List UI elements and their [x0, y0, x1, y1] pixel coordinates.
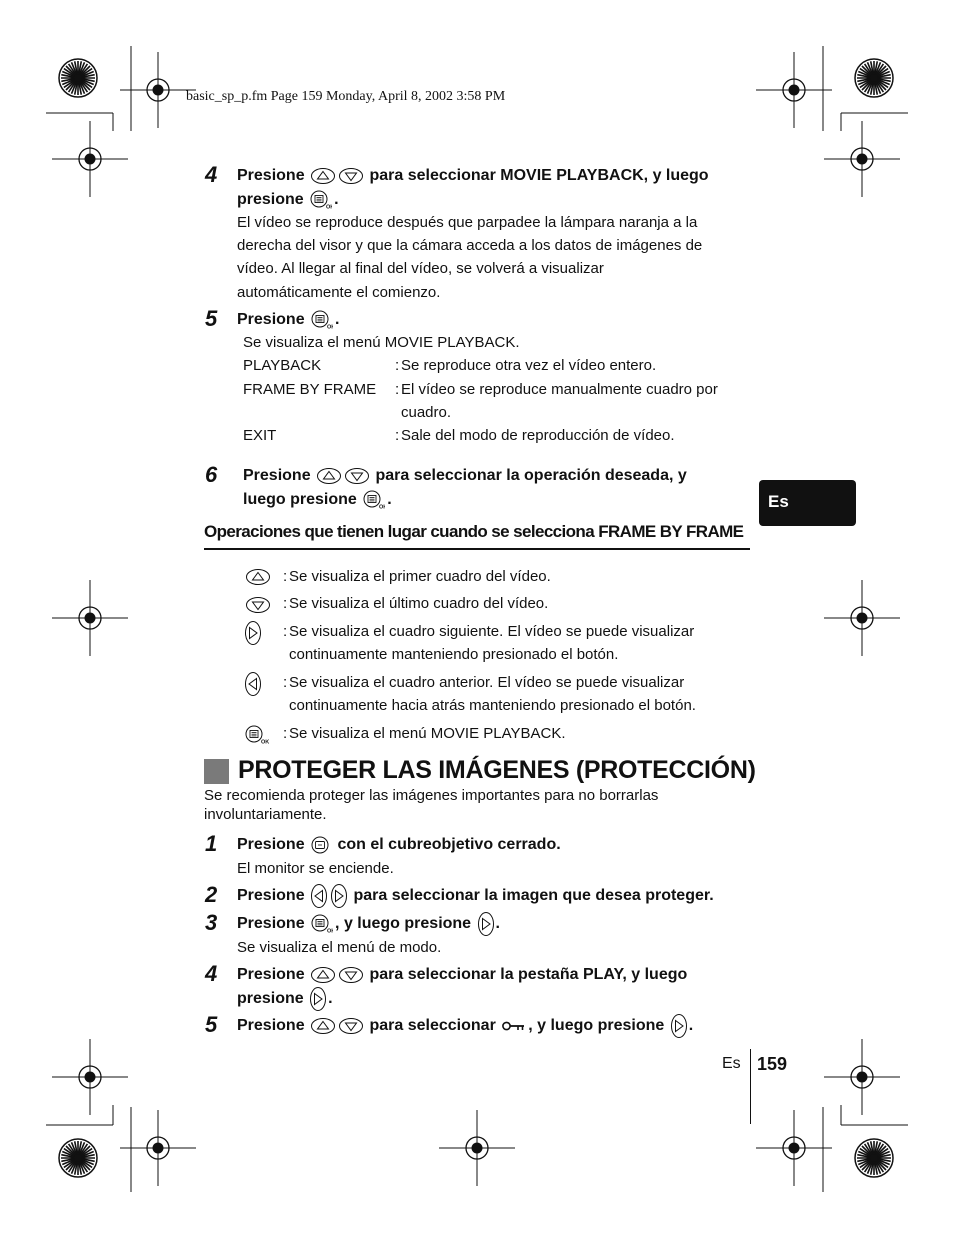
step-number: 2 [205, 882, 218, 907]
right-arrow-icon [478, 912, 494, 936]
footer-divider [750, 1049, 751, 1124]
list-sep: : [283, 595, 288, 612]
section-intro: involuntariamente. [204, 806, 327, 823]
table-desc: El vídeo se reproduce manualmente cuadro por [401, 381, 718, 398]
list-desc: Se visualiza el último cuadro del vídeo. [289, 595, 549, 612]
section-intro: Se recomienda proteger las imágenes importantes para no borrarlas [204, 787, 659, 804]
file-header: basic_sp_p.fm Page 159 Monday, April 8, 2002 3:58 PM [186, 89, 506, 104]
step-instruction: Presione para seleccionar la imagen que desea proteger. [237, 884, 714, 908]
right-arrow-icon [310, 987, 326, 1011]
table-term: EXIT [243, 427, 277, 444]
table-term: FRAME BY FRAME [243, 381, 377, 398]
ok-menu-icon [311, 310, 333, 330]
down-arrow-icon [339, 966, 363, 984]
body-line: derecha del visor y que la cámara acceda a los datos de imágenes de [237, 237, 703, 254]
body-line: automáticamente el comienzo. [237, 284, 441, 301]
down-arrow-icon [246, 596, 270, 614]
list-desc: Se visualiza el cuadro siguiente. El vídeo se puede visualizar [289, 623, 695, 640]
step-instruction: Presione para seleccionar la operación deseada, y [243, 467, 687, 484]
body-line: El monitor se enciende. [237, 860, 394, 877]
table-sep: : [395, 381, 400, 398]
right-arrow-icon [331, 884, 347, 908]
step-number: 1 [205, 831, 218, 856]
step-number: 6 [205, 462, 218, 487]
up-arrow-icon [311, 167, 335, 185]
right-arrow-icon [671, 1014, 687, 1038]
ok-menu-icon [363, 490, 385, 510]
table-term: PLAYBACK [243, 357, 322, 374]
up-arrow-icon [311, 1017, 335, 1035]
step-instruction: Presione para seleccionar MOVIE PLAYBACK, y luego [237, 167, 709, 184]
list-sep: : [283, 674, 288, 691]
list-desc: Se visualiza el menú MOVIE PLAYBACK. [289, 725, 566, 742]
step-instruction: Presione . [237, 308, 340, 331]
right-arrow-icon [245, 621, 261, 645]
body-line: Se visualiza el menú de modo. [237, 939, 442, 956]
up-arrow-icon [246, 568, 270, 586]
step-instruction: Presione para seleccionar la pestaña PLAY, y luego [237, 966, 688, 983]
step-number: 4 [205, 961, 218, 986]
body-line: vídeo. Al llegar al final del vídeo, se volverá a visualizar [237, 260, 604, 277]
up-arrow-icon [311, 966, 335, 984]
step-number: 5 [205, 306, 218, 331]
table-desc: Sale del modo de reproducción de vídeo. [401, 427, 675, 444]
footer-lang: Es [722, 1055, 741, 1072]
section-title: PROTEGER LAS IMÁGENES (PROTECCIÓN) [238, 756, 756, 784]
step-instruction: Presione , y luego presione . [237, 912, 500, 936]
step-instruction: Presione con el cubreobjetivo cerrado. [237, 836, 561, 853]
body-line: El vídeo se reproduce después que parpadee la lámpara naranja a la [237, 214, 698, 231]
up-arrow-icon [317, 467, 341, 485]
step-number: 4 [205, 162, 218, 187]
language-tab [759, 480, 856, 526]
step-number: 3 [205, 910, 218, 935]
step-instruction-cont: presione . [237, 987, 333, 1011]
list-desc: Se visualiza el cuadro anterior. El vídeo se puede visualizar [289, 674, 685, 691]
step-instruction-cont: luego presione . [243, 488, 392, 511]
ok-menu-icon [310, 190, 332, 210]
table-desc: Se reproduce otra vez el vídeo entero. [401, 357, 657, 374]
protect-key-icon [502, 1020, 526, 1032]
section-marker [204, 759, 229, 784]
table-desc: cuadro. [401, 404, 452, 421]
down-arrow-icon [345, 467, 369, 485]
language-tab-label: Es [768, 492, 789, 511]
step-instruction: Presione para seleccionar , y luego presione . [237, 1014, 693, 1038]
list-desc: Se visualiza el primer cuadro del vídeo. [289, 568, 551, 585]
frame-ops-heading: Operaciones que tienen lugar cuando se selecciona FRAME BY FRAME [204, 522, 744, 541]
list-sep: : [283, 568, 288, 585]
down-arrow-icon [339, 1017, 363, 1035]
ok-menu-icon [245, 725, 267, 745]
step-number: 5 [205, 1012, 218, 1037]
display-button-icon [311, 836, 331, 854]
down-arrow-icon [339, 167, 363, 185]
ok-menu-icon [311, 914, 333, 934]
table-sep: : [395, 427, 400, 444]
step-instruction-cont: presione . [237, 188, 339, 211]
list-desc: continuamente manteniendo presionado el botón. [289, 646, 619, 663]
left-arrow-icon [311, 884, 327, 908]
list-sep: : [283, 623, 288, 640]
page-number: 159 [757, 1054, 788, 1074]
list-desc: continuamente hacia atrás manteniendo presionado el botón. [289, 697, 696, 714]
list-sep: : [283, 725, 288, 742]
table-sep: : [395, 357, 400, 374]
heading-underline [204, 548, 750, 550]
left-arrow-icon [245, 672, 261, 696]
body-line: Se visualiza el menú MOVIE PLAYBACK. [243, 334, 520, 351]
